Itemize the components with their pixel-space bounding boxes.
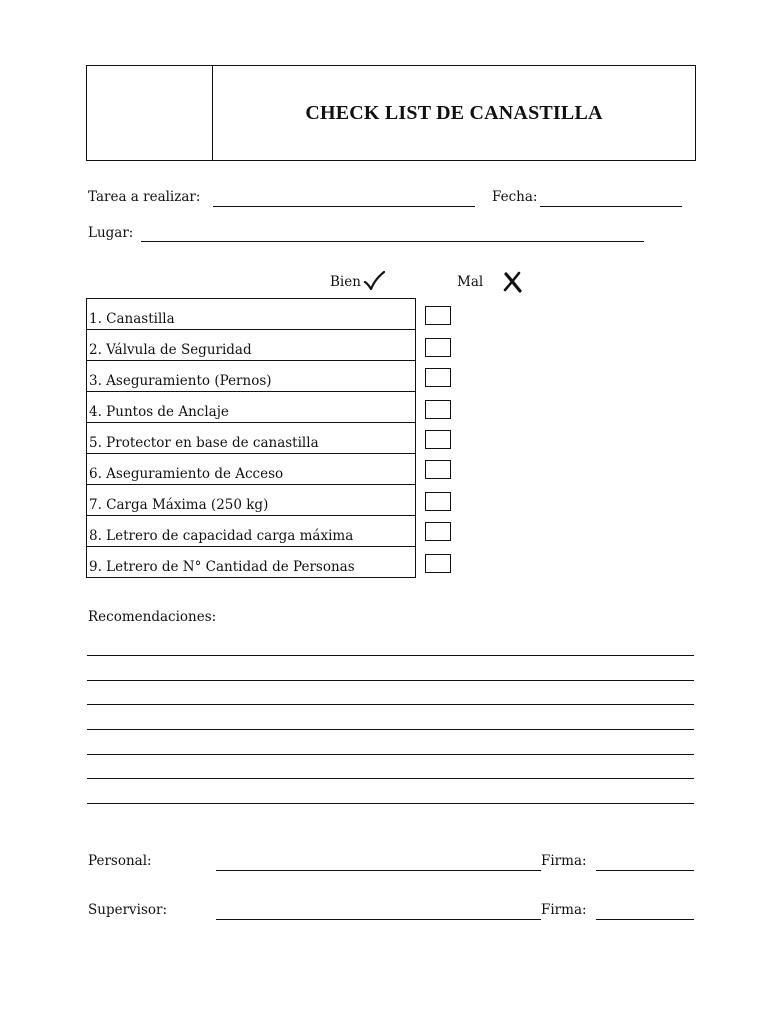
header-box: [86, 65, 696, 161]
checklist-row: [87, 485, 415, 516]
checklist-table: [86, 298, 416, 578]
place-field[interactable]: [141, 241, 644, 242]
checkbox-item-3[interactable]: [425, 368, 451, 387]
checkbox-item-1[interactable]: [425, 306, 451, 325]
checklist-item-label: 5. Protector en base de canastilla: [89, 435, 319, 451]
checkbox-item-4[interactable]: [425, 400, 451, 419]
checklist-item-label: 8. Letrero de capacidad carga máxima: [89, 528, 354, 544]
checklist-item-label: 7. Carga Máxima (250 kg): [89, 497, 269, 513]
checklist-row: [87, 299, 415, 330]
logo-cell: [87, 66, 213, 160]
recommendations-line[interactable]: [87, 803, 694, 804]
recommendations-line[interactable]: [87, 704, 694, 705]
recommendations-line[interactable]: [87, 754, 694, 755]
checklist-item-label: 3. Aseguramiento (Pernos): [89, 373, 272, 389]
checkbox-item-9[interactable]: [425, 554, 451, 573]
checklist-row: [87, 516, 415, 547]
checkmark-icon: [363, 271, 385, 295]
checkbox-item-6[interactable]: [425, 460, 451, 479]
recommendations-line[interactable]: [87, 778, 694, 779]
recommendations-line[interactable]: [87, 680, 694, 681]
personal-signature-label: Firma:: [541, 853, 587, 869]
form-title: CHECK LIST DE CANASTILLA: [305, 101, 603, 124]
checklist-row: [87, 361, 415, 392]
cross-icon: [503, 271, 523, 297]
supervisor-label: Supervisor:: [88, 902, 168, 918]
bad-label: Mal: [457, 274, 484, 290]
checklist-row: [87, 392, 415, 423]
checkbox-item-2[interactable]: [425, 338, 451, 357]
supervisor-field[interactable]: [216, 919, 541, 920]
supervisor-signature-label: Firma:: [541, 902, 587, 918]
date-label: Fecha:: [492, 189, 538, 205]
checklist-item-label: 4. Puntos de Anclaje: [89, 404, 229, 420]
checklist-item-label: 6. Aseguramiento de Acceso: [89, 466, 284, 482]
checklist-row: [87, 547, 415, 578]
checklist-item-label: 1. Canastilla: [89, 311, 175, 327]
checklist-item-label: 9. Letrero de N° Cantidad de Personas: [89, 559, 355, 575]
task-label: Tarea a realizar:: [88, 189, 201, 205]
checkbox-item-5[interactable]: [425, 430, 451, 449]
checkbox-item-7[interactable]: [425, 492, 451, 511]
place-label: Lugar:: [88, 225, 134, 241]
task-field[interactable]: [213, 206, 475, 207]
supervisor-signature-field[interactable]: [596, 919, 694, 920]
good-label: Bien: [330, 274, 361, 290]
checklist-item-label: 2. Válvula de Seguridad: [89, 342, 252, 358]
personal-label: Personal:: [88, 853, 152, 869]
date-field[interactable]: [540, 206, 682, 207]
personal-signature-field[interactable]: [596, 870, 694, 871]
recommendations-line[interactable]: [87, 729, 694, 730]
recommendations-line[interactable]: [87, 655, 694, 656]
checklist-row: [87, 423, 415, 454]
checklist-row: [87, 330, 415, 361]
personal-field[interactable]: [216, 870, 541, 871]
checkbox-item-8[interactable]: [425, 522, 451, 541]
recommendations-label: Recomendaciones:: [88, 609, 217, 625]
checklist-row: [87, 454, 415, 485]
